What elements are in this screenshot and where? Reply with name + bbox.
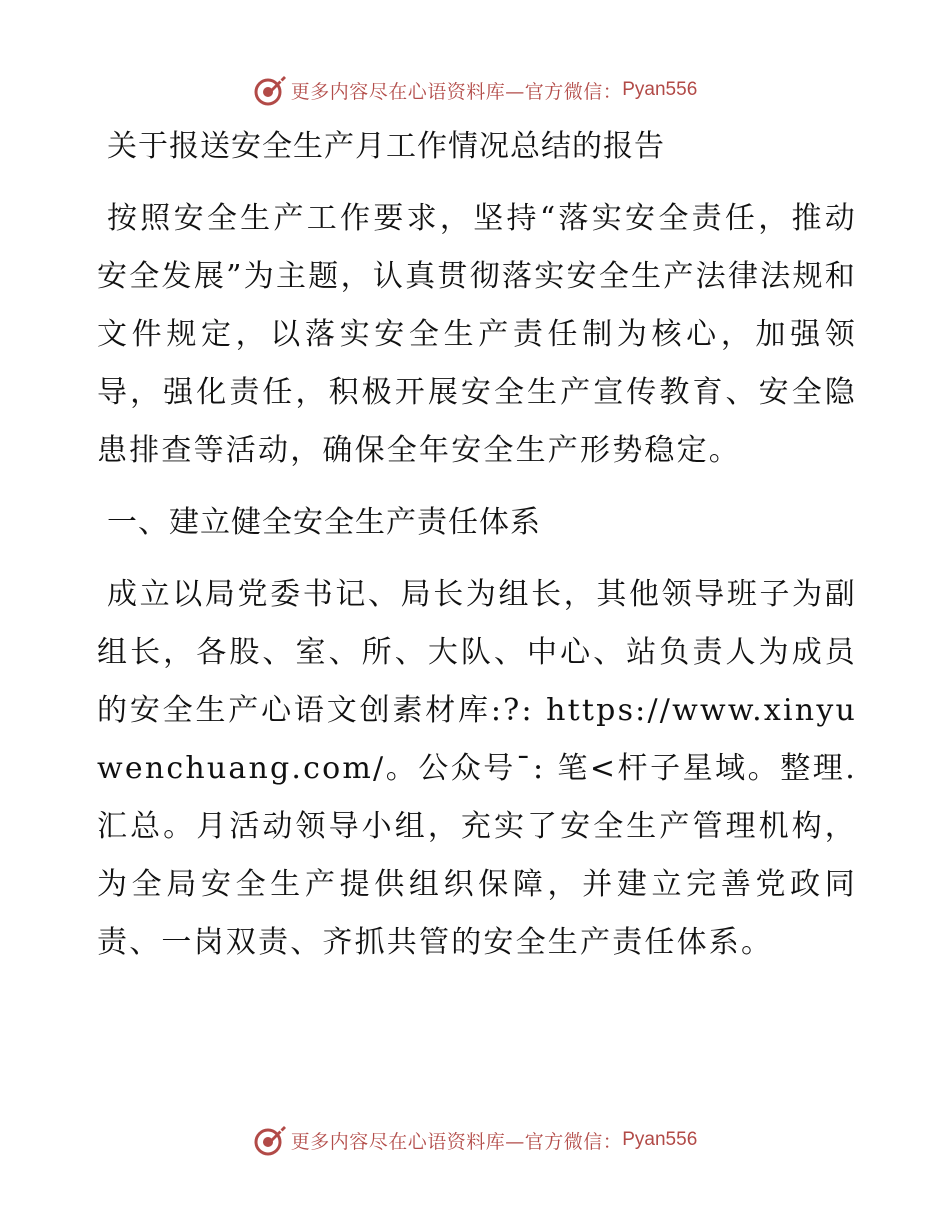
footer-watermark: [0, 1120, 950, 1160]
header-watermark: [0, 70, 950, 110]
document-title: 关于报送安全生产月工作情况总结的报告: [107, 129, 665, 164]
watermark-wechat-id: Pyan556: [622, 79, 698, 100]
pen-logo-icon: [253, 1123, 287, 1157]
intro-paragraph: 按照安全生产工作要求，坚持“落实安全责任，推动安全发展”为主题，认真贯彻落实安全生产法律法规和文件规定，以落实安全生产责任制为核心，加强领导，强化责任，积极开展安全生产宣传教育、安全隐患排查等活动，确保全年安全生产形势稳定。: [97, 201, 857, 468]
section-heading: 一、建立健全安全生产责任体系: [107, 505, 541, 540]
document-body: [97, 124, 857, 972]
watermark-text: 更多内容尽在心语资料库—官方微信：: [290, 1130, 623, 1153]
watermark-text: 更多内容尽在心语资料库—官方微信：: [290, 80, 623, 103]
pen-logo-icon: [253, 73, 287, 107]
watermark-wechat-id: Pyan556: [622, 1129, 698, 1150]
section-paragraph: 成立以局党委书记、局长为组长，其他领导班子为副组长，各股、室、所、大队、中心、站负责人为成员的安全生产心语文创素材库:?: https://www.xinyuwenchuang.com/。公众号¯: 笔<杆子星域。整理.汇总。月活动领导小组，充实了安全生产管理机构，为全局安全生产提供组织保障，并建立完善党政同责、一岗双责、齐抓共管的安全生产责任体系。: [97, 577, 857, 960]
